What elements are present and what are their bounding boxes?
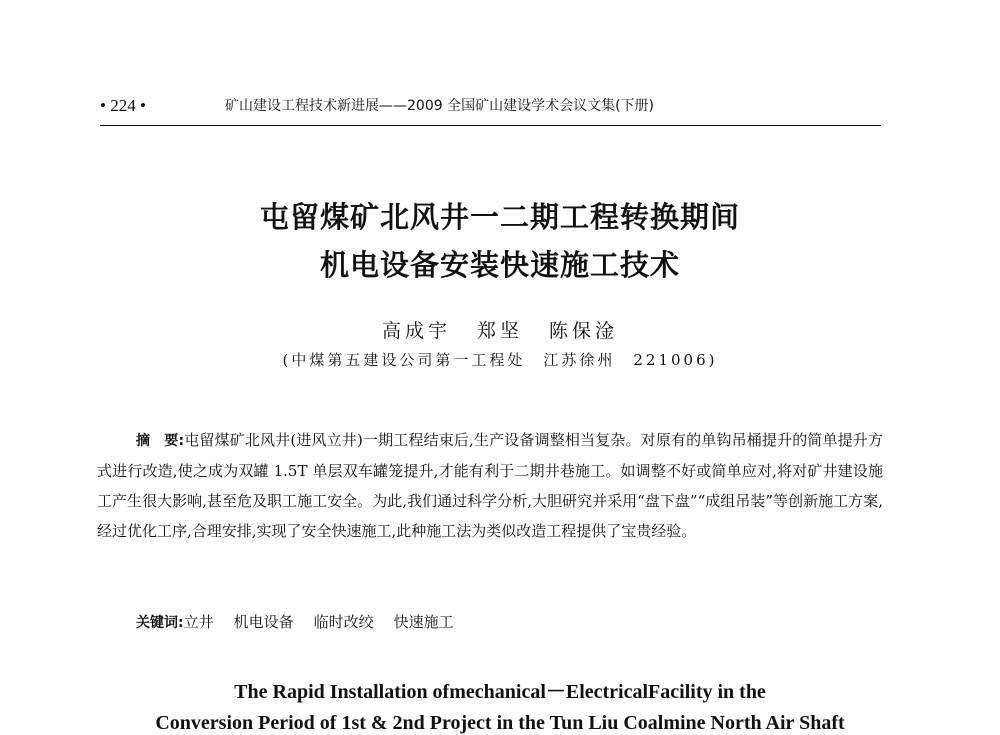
- running-header: [100, 94, 881, 118]
- keyword: 快速施工: [393, 613, 454, 631]
- keyword: 立井: [183, 613, 214, 631]
- abstract-label: 摘 要:: [136, 433, 185, 449]
- journal-title: 矿山建设工程技术新进展——2009 全国矿山建设学术会议文集(下册): [225, 98, 655, 114]
- keyword: 机电设备: [233, 613, 294, 631]
- keywords: [136, 608, 876, 637]
- header-divider: [100, 125, 881, 126]
- english-title-line-2: Conversion Period of 1st & 2nd Project in the Tun Liu Coalmine North Air Shaft: [155, 712, 845, 734]
- english-title-line-1: The Rapid Installation ofmechanical－ElectricalFacility in the: [234, 681, 766, 703]
- keyword: 临时改绞: [313, 613, 374, 631]
- paper-title-line-1: 屯留煤矿北风井一二期工程转换期间: [259, 200, 740, 234]
- keywords-label: 关键词:: [136, 615, 184, 631]
- affiliation: (中煤第五建设公司第一工程处 江苏徐州 221006): [282, 351, 718, 369]
- abstract: [97, 425, 883, 546]
- abstract-text: 屯留煤矿北风井(进风立井)一期工程结束后,生产设备调整相当复杂。对原有的单钩吊桶提升的简单提升方式进行改造,使之成为双罐 1.5T 单层双车罐笼提升,才能有利于二期井巷施工。如调整不好或简单应对,将对矿井建设施工产生很大影响,甚至危及职工施工安全。为此,我们通过科学分析,大胆研究并采用“盘下盘”“成组吊装”等创新施工方案,经过优化工序,合理安排,实现了安全快速施工,此种施工法为类似改造工程提供了宝贵经验。: [97, 431, 883, 540]
- page-number: • 224 •: [100, 96, 146, 115]
- author-list: 高成宇 郑坚 陈保淦: [381, 320, 619, 342]
- paper-title-line-2: 机电设备安装快速施工技术: [319, 248, 680, 282]
